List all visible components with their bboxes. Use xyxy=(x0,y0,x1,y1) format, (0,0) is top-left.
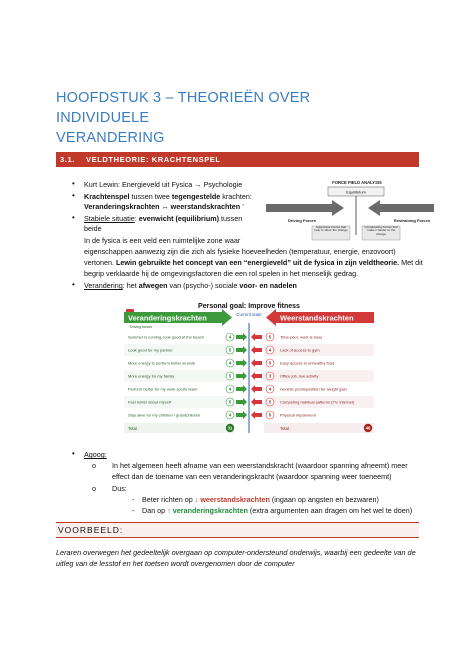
restraining-arrow-icon xyxy=(251,398,262,406)
text-vertonen: vertonen. xyxy=(84,258,116,267)
restraining-arrow-icon xyxy=(251,411,262,419)
ffa-supportive-text: Supportive Forces that help to 'drive' the change xyxy=(314,226,348,233)
left-row-label: Stay alive for my children / grandchildren xyxy=(128,412,201,418)
driving-arrow-icon xyxy=(236,398,247,406)
right-total-value: 46 xyxy=(365,425,371,431)
agoog-o1-line1: In het algemeen heeft afname van een weerstandskracht (waardoor spanning afneemt) meer xyxy=(112,461,408,470)
ffa-supportive-fo xyxy=(313,226,349,240)
lewin-bullet-1: Kurt Lewin: Energieveld uit Fysica → Psychologie xyxy=(84,180,243,189)
field-paragraph-line2: eigenschappen aanwezig zijn die zich als fysieke hoeveelheden (temperatuur, energie, enzovoort) xyxy=(84,247,396,256)
driving-arrow-icon xyxy=(236,359,247,367)
right-rows-group xyxy=(251,331,374,421)
right-header-label: Weerstandskrachten xyxy=(280,313,354,323)
text-met-dit: Met dit xyxy=(399,258,423,267)
right-score-value: 5 xyxy=(268,334,272,340)
agoog-label-text: Agoog: xyxy=(84,450,107,459)
right-row-label: Easy access to unhealthy food xyxy=(280,360,335,366)
chapter-heading xyxy=(56,88,396,148)
ffa-driving-arrow xyxy=(266,200,344,216)
driving-arrow-icon xyxy=(236,333,247,341)
ffa-complicating-text: Complicating Forces that 'make it harder to' the change xyxy=(364,226,398,236)
dash-bullet: - xyxy=(132,495,135,504)
agoog-o2: Dus: xyxy=(112,484,127,493)
bullet-dot: • xyxy=(72,280,75,289)
right-row-label: Physical impairment xyxy=(280,412,316,418)
example-text-line2: uitleg van de lesstof en het toetsen wordt overgenomen door de computer xyxy=(56,559,295,568)
text-verandering: Verandering xyxy=(84,281,123,290)
left-row-label: Perform better for my work sports team xyxy=(128,386,198,392)
left-score-value: 4 xyxy=(228,386,232,392)
text-tussen-twee: tussen twee xyxy=(129,192,172,201)
left-score-value: 5 xyxy=(228,347,232,353)
text-beter-richten: Beter richten op xyxy=(142,495,195,504)
fitness-force-chart xyxy=(122,299,376,436)
right-score-value: 4 xyxy=(268,386,272,392)
text-krachtenspel: Krachtenspel xyxy=(84,192,130,201)
chapter-heading-line2: VERANDERING xyxy=(56,130,165,146)
right-score-value: 4 xyxy=(268,347,272,353)
restraining-arrow-icon xyxy=(251,346,262,354)
text-tegengestelde: tegengestelde xyxy=(171,192,221,201)
right-row-label: Time-poor, work is busy xyxy=(280,334,323,340)
left-score-value: 5 xyxy=(228,399,232,405)
left-total-label: Total xyxy=(128,426,137,431)
left-sub-label: Driving forces xyxy=(130,325,152,329)
section-number: 3.1. xyxy=(60,155,75,164)
section-title: VELDTHEORIE: KRACHTENSPEL xyxy=(86,155,221,164)
text-veranderingskrachten-up: ↑ veranderingskrachten xyxy=(167,506,248,515)
text-voor-nadelen: voor- en nadelen xyxy=(239,281,297,290)
bullet-dot: • xyxy=(72,191,75,200)
left-row-label: More energy for my family xyxy=(128,373,175,379)
dash-bullet: - xyxy=(132,506,135,515)
fitness-goal-title: Personal goal: Improve fitness xyxy=(198,303,300,310)
right-score-value: 5 xyxy=(268,360,272,366)
text-lewin-concept: Lewin gebruikte het concept van een “energieveld” uit de fysica in zijn veldtheorie. xyxy=(115,258,400,267)
driving-arrow-icon xyxy=(236,346,247,354)
sub-bullet-o: o xyxy=(92,461,96,470)
left-rows-group xyxy=(124,331,247,421)
driving-arrow-icon xyxy=(236,385,247,393)
section-header-bar xyxy=(56,152,419,167)
restraining-arrow-icon xyxy=(251,359,262,367)
ffa-title: FORCE FIELD ANALYSIS xyxy=(332,180,382,185)
text-dan-op: Dan op xyxy=(142,506,168,515)
lewin-bullet-2 xyxy=(84,192,252,202)
ffa-driving-label: Driving Forces xyxy=(287,218,317,223)
text-weerstandskrachten-down: ↓ weerstandskrachten xyxy=(194,495,270,504)
center-label: Current state xyxy=(236,312,262,317)
right-row-label: Competing habitual patterns (TV, internet) xyxy=(280,399,355,405)
text-extra-argumenten: (extra argumenten aan dragen om het wel te doen) xyxy=(247,506,413,515)
right-row-label: Office job, low activity xyxy=(280,373,319,379)
right-score-value: 3 xyxy=(268,373,272,379)
left-score-value: 4 xyxy=(228,412,232,418)
agoog-label xyxy=(84,450,107,460)
example-text-line1: Leraren overwegen het gedeeltelijk overgaan op computer-ondersteund onderwijs, waarbij een gedeelte van de xyxy=(56,548,416,557)
text-colon: : xyxy=(134,214,139,223)
ffa-complicating-fo xyxy=(363,226,399,240)
field-paragraph-line4: begrip verklaarde hij de omgevingsfactoren die een rol spelen in het menselijk gedrag. xyxy=(84,269,359,278)
ffa-restraining-arrow xyxy=(368,200,434,216)
left-score-value: 4 xyxy=(228,334,232,340)
agoog-dash-2 xyxy=(142,506,412,516)
text-sociale: van (psycho-) sociale xyxy=(167,281,240,290)
force-field-diagram xyxy=(262,177,440,249)
text-stabiele-situatie: Stabiele situatie xyxy=(84,214,135,223)
left-row-label: Feel better about myself xyxy=(128,399,171,405)
left-score-value: 5 xyxy=(228,373,232,379)
example-text xyxy=(56,547,426,569)
driving-arrow-icon xyxy=(236,372,247,380)
bullet-dot: • xyxy=(72,179,75,188)
agoog-o1-line2: effect dan de toename van een veranderingskracht (waardoor spanning weer toeneemt) xyxy=(112,472,392,481)
restraining-arrow-icon xyxy=(251,372,262,380)
bullet-dot: • xyxy=(72,449,75,458)
text-tussen: tussen xyxy=(219,214,243,223)
right-score-value: 5 xyxy=(268,412,272,418)
restraining-arrow-icon xyxy=(251,333,262,341)
right-score-value: 5 xyxy=(268,399,272,405)
right-total-label: Total xyxy=(280,426,289,431)
left-row-label: More energy to perform better at work xyxy=(128,360,196,366)
left-row-label: Look good for my partner xyxy=(128,347,173,353)
ffa-restraining-label: Restraining Forces xyxy=(393,218,431,223)
left-total-value: 31 xyxy=(227,425,233,431)
text-forces-pair: Veranderingskrachten ↔ weerstandskrachten xyxy=(84,202,241,211)
restraining-arrow-icon xyxy=(251,385,262,393)
text-quote: ’ xyxy=(240,202,244,211)
left-total-row xyxy=(124,423,234,433)
left-score-value: 4 xyxy=(228,360,232,366)
text-afwegen: afwegen xyxy=(138,281,168,290)
driving-arrow-icon xyxy=(236,411,247,419)
example-header-bar xyxy=(56,522,419,538)
lewin-bullet-4 xyxy=(84,281,297,291)
lewin-bullet-3-line2: beide xyxy=(84,224,102,233)
text-angsten: (ingaan op angsten en bezwaren) xyxy=(269,495,379,504)
example-label: VOORBEELD: xyxy=(58,525,124,535)
text-evenwicht: evenwicht (equilibrium) xyxy=(138,214,220,223)
field-paragraph-line3 xyxy=(84,258,423,268)
chapter-heading-line1: HOOFDSTUK 3 – THEORIEËN OVER INDIVIDUELE xyxy=(56,90,311,126)
bullet-dot: • xyxy=(72,213,75,222)
lewin-bullet-2-line2 xyxy=(84,202,244,212)
right-row-label: Genetic predisposition for weight gain xyxy=(280,386,347,392)
ffa-equilibrium-label: Equilibrium xyxy=(346,189,366,195)
sub-bullet-o: o xyxy=(92,484,96,493)
field-paragraph-line1: In de fysica is een veld een ruimtelijke zone waar xyxy=(84,236,241,245)
lewin-bullet-3 xyxy=(84,214,242,224)
right-row-label: Lack of access to gym xyxy=(280,347,320,353)
left-header-label: Veranderingskrachten xyxy=(128,313,207,323)
text-krachten: krachten: xyxy=(220,192,252,201)
left-row-label: Summer is coming, look good at the beach xyxy=(128,334,204,340)
agoog-dash-1 xyxy=(142,495,379,505)
text-het: : het xyxy=(122,281,139,290)
